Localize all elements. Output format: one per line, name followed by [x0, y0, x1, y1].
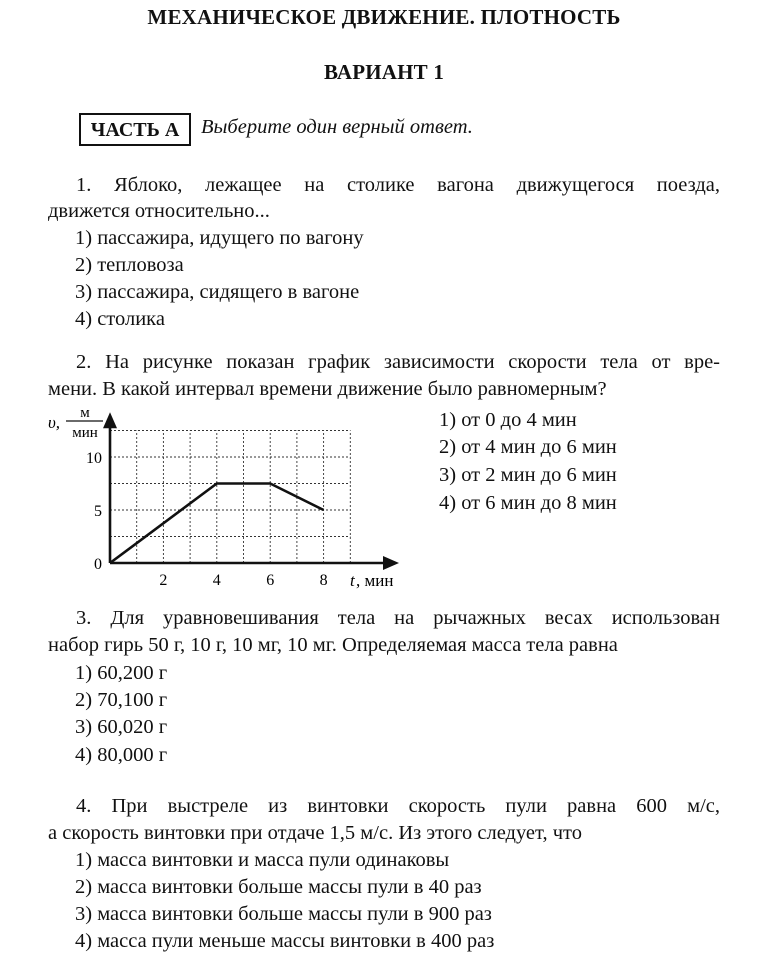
part-instruction: Выберите один верный ответ. — [201, 116, 473, 138]
x-tick-label: 2 — [159, 572, 168, 589]
answer-option: 1) пассажира, идущего по вагону — [75, 227, 364, 249]
y-axis-arrow — [103, 412, 117, 428]
y-axis-unit-numerator: м — [80, 405, 90, 421]
y-axis-symbol: υ, — [48, 413, 61, 432]
x-tick-label: 8 — [319, 572, 328, 589]
chart-series — [110, 483, 324, 563]
chart-labels — [48, 405, 393, 590]
chart-grid — [110, 431, 350, 564]
y-tick-label: 5 — [94, 503, 102, 520]
answer-option: 4) столика — [75, 308, 165, 330]
question-text-line: движется относительно... — [48, 200, 270, 222]
question-text-line: 4. При выстреле из винтовки скорость пули равна 600 м/с, — [76, 795, 720, 817]
answer-option: 1) масса винтовки и масса пули одинаковы — [75, 849, 450, 871]
answer-option: 2) тепловоза — [75, 254, 184, 276]
answer-option: 1) 60,200 г — [75, 662, 168, 684]
answer-option: 4) 80,000 г — [75, 744, 168, 766]
question-text-line: набор гирь 50 г, 10 г, 10 мг, 10 мг. Определяемая масса тела равна — [48, 634, 618, 656]
answer-option: 2) масса винтовки больше массы пули в 40 раз — [75, 876, 482, 898]
y-axis-unit-denominator: мин — [72, 425, 98, 441]
chart-axes — [103, 412, 399, 570]
variant-title: ВАРИАНТ 1 — [323, 60, 445, 84]
question-text-line: 1. Яблоко, лежащее на столике вагона движущегося поезда, — [76, 174, 720, 196]
answer-option: 4) от 6 мин до 8 мин — [439, 492, 617, 514]
answer-option: 1) от 0 до 4 мин — [439, 409, 577, 431]
velocity-series-line — [110, 484, 324, 564]
question-text-line: а скорость винтовки при отдаче 1,5 м/с. Из этого следует, что — [48, 822, 582, 844]
x-axis-unit: , мин — [356, 571, 394, 590]
answer-option: 3) 60,020 г — [75, 716, 168, 738]
question-text-line: 3. Для уравновешивания тела на рычажных весах использован — [76, 607, 720, 629]
answer-option: 2) 70,100 г — [75, 689, 168, 711]
x-tick-label: 4 — [212, 572, 221, 589]
part-label: ЧАСТЬ А — [79, 113, 191, 146]
question-text-line: 2. На рисунке показан график зависимости скорости тела от вре- — [76, 351, 720, 373]
chart-ticks — [86, 450, 328, 589]
answer-option: 3) пассажира, сидящего в вагоне — [75, 281, 360, 303]
page-title: МЕХАНИЧЕСКОЕ ДВИЖЕНИЕ. ПЛОТНОСТЬ — [147, 5, 621, 29]
question-text-line: мени. В какой интервал времени движение было равномерным? — [48, 378, 607, 400]
answer-option: 2) от 4 мин до 6 мин — [439, 436, 617, 458]
y-tick-label: 10 — [86, 450, 102, 467]
answer-option: 3) от 2 мин до 6 мин — [439, 464, 617, 486]
answer-option: 3) масса винтовки больше массы пули в 900 раз — [75, 903, 492, 925]
y-tick-label: 0 — [94, 556, 102, 573]
answer-option: 4) масса пули меньше массы винтовки в 400 раз — [75, 930, 495, 952]
x-axis-symbol: t — [350, 571, 355, 590]
x-axis-arrow — [383, 556, 399, 570]
x-tick-label: 6 — [266, 572, 275, 589]
